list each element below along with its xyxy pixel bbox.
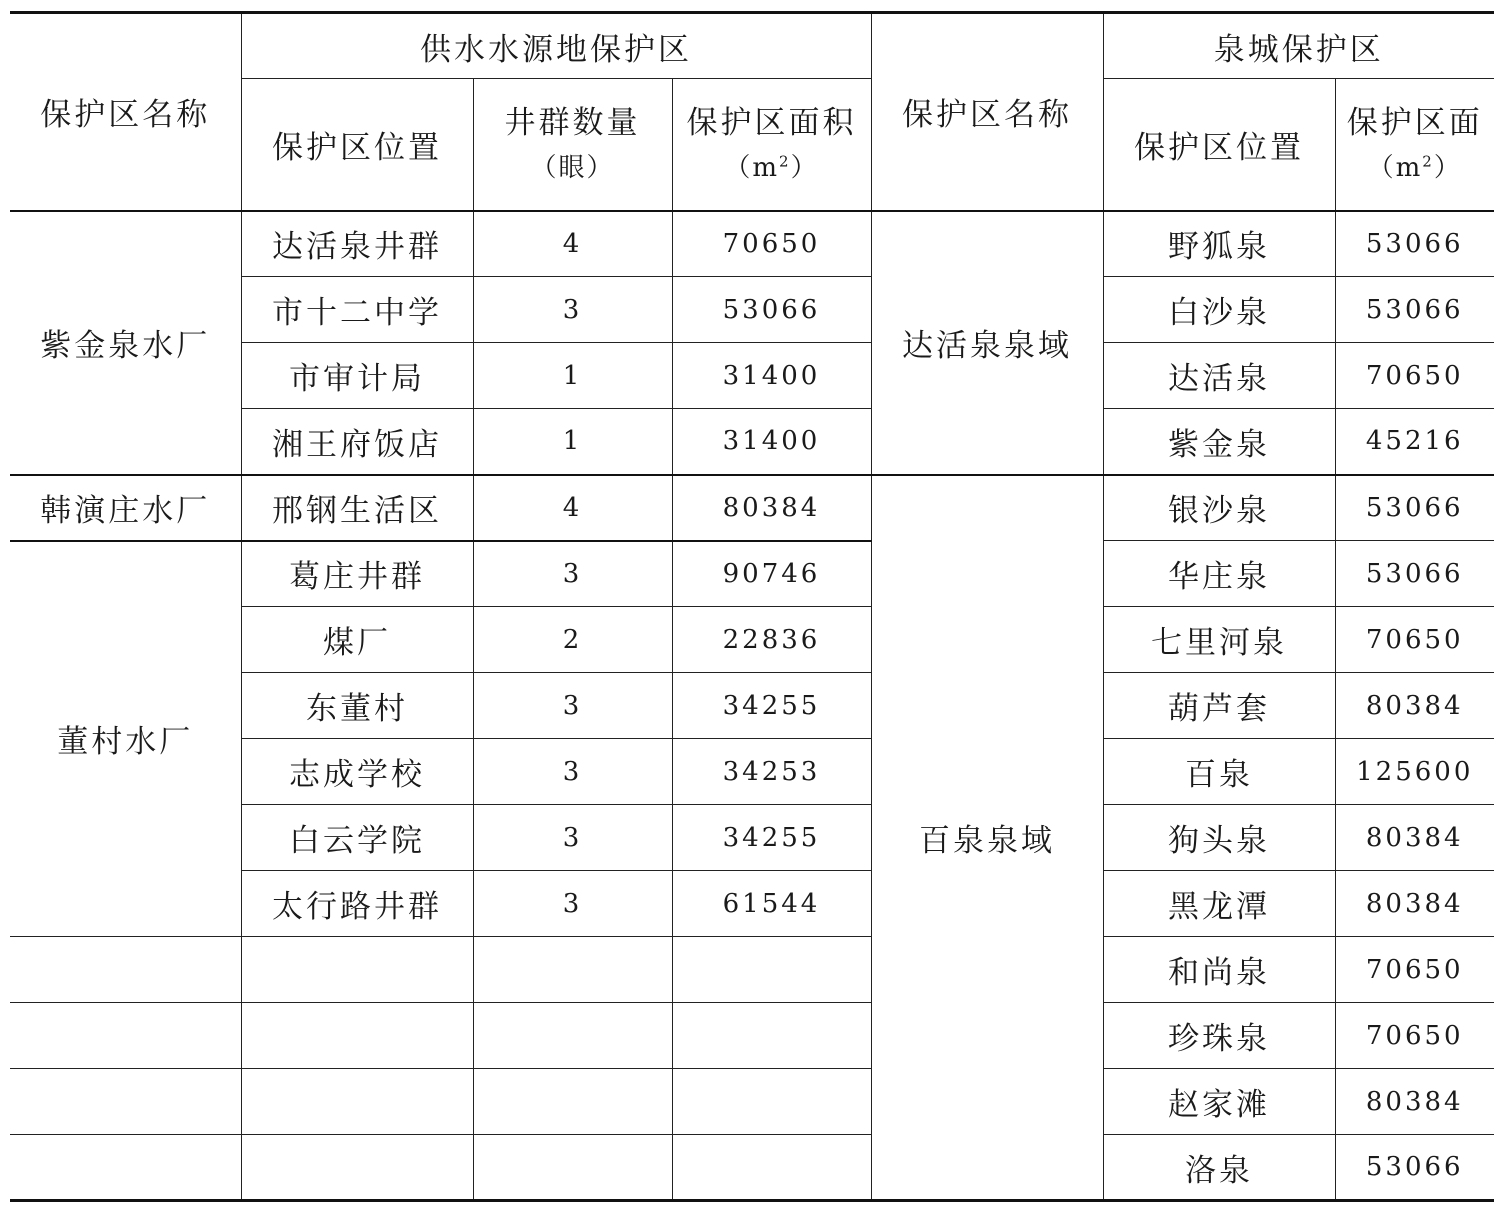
supply-area: 34253	[672, 739, 871, 805]
spring-location: 达活泉	[1103, 343, 1335, 409]
supply-area: 31400	[672, 343, 871, 409]
supply-wells: 3	[473, 541, 672, 607]
supply-wells: 3	[473, 871, 672, 937]
header-spring-area-label: 保护区面	[1346, 104, 1483, 141]
supply-area: 31400	[672, 409, 871, 475]
empty-cell	[10, 937, 241, 1003]
empty-cell	[672, 1069, 871, 1135]
supply-area: 90746	[672, 541, 871, 607]
spring-area: 70650	[1335, 343, 1494, 409]
empty-cell	[10, 1069, 241, 1135]
spring-area: 80384	[1335, 871, 1494, 937]
header-area-unit: $(m^2)$	[724, 151, 819, 183]
supply-location: 邢钢生活区	[241, 475, 473, 541]
empty-cell	[672, 1135, 871, 1201]
header-area-label: 保护区面积	[686, 104, 857, 141]
supply-wells: 3	[473, 673, 672, 739]
header-supply-group: 供水水源地保护区	[241, 13, 871, 79]
header-area	[672, 79, 871, 211]
spring-location: 黑龙潭	[1103, 871, 1335, 937]
empty-cell	[241, 1069, 473, 1135]
supply-wells: 2	[473, 607, 672, 673]
supply-area: 80384	[672, 475, 871, 541]
empty-cell	[473, 1069, 672, 1135]
header-spring-group: 泉城保护区	[1103, 13, 1494, 79]
supply-wells: 1	[473, 409, 672, 475]
table-row	[10, 937, 1494, 1003]
empty-cell	[672, 937, 871, 1003]
spring-location: 葫芦套	[1103, 673, 1335, 739]
spring-location: 华庄泉	[1103, 541, 1335, 607]
spring-location: 野狐泉	[1103, 211, 1335, 277]
supply-location: 煤厂	[241, 607, 473, 673]
spring-area: 45216	[1335, 409, 1494, 475]
spring-area: 80384	[1335, 1069, 1494, 1135]
empty-cell	[473, 1135, 672, 1201]
table-row	[10, 1003, 1494, 1069]
supply-location: 湘王府饭店	[241, 409, 473, 475]
empty-cell	[241, 1135, 473, 1201]
supply-wells: 3	[473, 739, 672, 805]
header-row-1	[10, 13, 1494, 79]
supply-wells: 4	[473, 211, 672, 277]
spring-area: 70650	[1335, 607, 1494, 673]
plant-name: 紫金泉水厂	[10, 211, 241, 475]
spring-area: 53066	[1335, 541, 1494, 607]
empty-cell	[473, 937, 672, 1003]
spring-area: 70650	[1335, 1003, 1494, 1069]
supply-area: 22836	[672, 607, 871, 673]
supply-location: 白云学院	[241, 805, 473, 871]
supply-location: 东董村	[241, 673, 473, 739]
supply-location: 达活泉井群	[241, 211, 473, 277]
protection-zone-table	[10, 11, 1494, 1202]
supply-wells: 4	[473, 475, 672, 541]
plant-name: 韩演庄水厂	[10, 475, 241, 541]
header-spring-area-unit: $(m^2)$	[1367, 151, 1462, 183]
table-row	[10, 475, 1494, 541]
spring-domain-name: 达活泉泉域	[871, 211, 1103, 475]
header-spring-name: 保护区名称	[871, 13, 1103, 211]
supply-wells: 3	[473, 277, 672, 343]
plant-name: 董村水厂	[10, 541, 241, 937]
spring-location: 紫金泉	[1103, 409, 1335, 475]
header-well-count-label: 井群数量	[504, 104, 641, 141]
spring-area: 53066	[1335, 211, 1494, 277]
spring-location: 银沙泉	[1103, 475, 1335, 541]
supply-area: 34255	[672, 805, 871, 871]
table-row	[10, 1135, 1494, 1201]
spring-location: 珍珠泉	[1103, 1003, 1335, 1069]
spring-location: 和尚泉	[1103, 937, 1335, 1003]
table-row	[10, 1069, 1494, 1135]
table-row	[10, 541, 1494, 607]
supply-location: 市审计局	[241, 343, 473, 409]
spring-location: 赵家滩	[1103, 1069, 1335, 1135]
spring-location: 洛泉	[1103, 1135, 1335, 1201]
supply-location: 志成学校	[241, 739, 473, 805]
header-spring-area	[1335, 79, 1494, 211]
superscript-two: 2	[1422, 151, 1434, 170]
spring-location: 七里河泉	[1103, 607, 1335, 673]
header-location: 保护区位置	[241, 79, 473, 211]
empty-cell	[672, 1003, 871, 1069]
spring-area: 53066	[1335, 277, 1494, 343]
spring-location: 狗头泉	[1103, 805, 1335, 871]
spring-area: 70650	[1335, 937, 1494, 1003]
spring-domain-name: 百泉泉域	[871, 475, 1103, 1201]
spring-location: 百泉	[1103, 739, 1335, 805]
header-supply-name: 保护区名称	[10, 13, 241, 211]
header-spring-location: 保护区位置	[1103, 79, 1335, 211]
empty-cell	[241, 937, 473, 1003]
empty-cell	[241, 1003, 473, 1069]
spring-area: 80384	[1335, 805, 1494, 871]
supply-wells: 3	[473, 805, 672, 871]
spring-area: 80384	[1335, 673, 1494, 739]
supply-area: 53066	[672, 277, 871, 343]
empty-cell	[10, 1135, 241, 1201]
table-row	[10, 211, 1494, 277]
supply-area: 61544	[672, 871, 871, 937]
supply-wells: 1	[473, 343, 672, 409]
supply-location: 市十二中学	[241, 277, 473, 343]
supply-location: 葛庄井群	[241, 541, 473, 607]
spring-area: 125600	[1335, 739, 1494, 805]
supply-location: 太行路井群	[241, 871, 473, 937]
spring-area: 53066	[1335, 475, 1494, 541]
supply-area: 70650	[672, 211, 871, 277]
header-well-count	[473, 79, 672, 211]
header-well-count-unit: （眼）	[530, 152, 615, 183]
superscript-two: 2	[779, 151, 791, 170]
spring-area: 53066	[1335, 1135, 1494, 1201]
empty-cell	[10, 1003, 241, 1069]
supply-area: 34255	[672, 673, 871, 739]
spring-location: 白沙泉	[1103, 277, 1335, 343]
empty-cell	[473, 1003, 672, 1069]
